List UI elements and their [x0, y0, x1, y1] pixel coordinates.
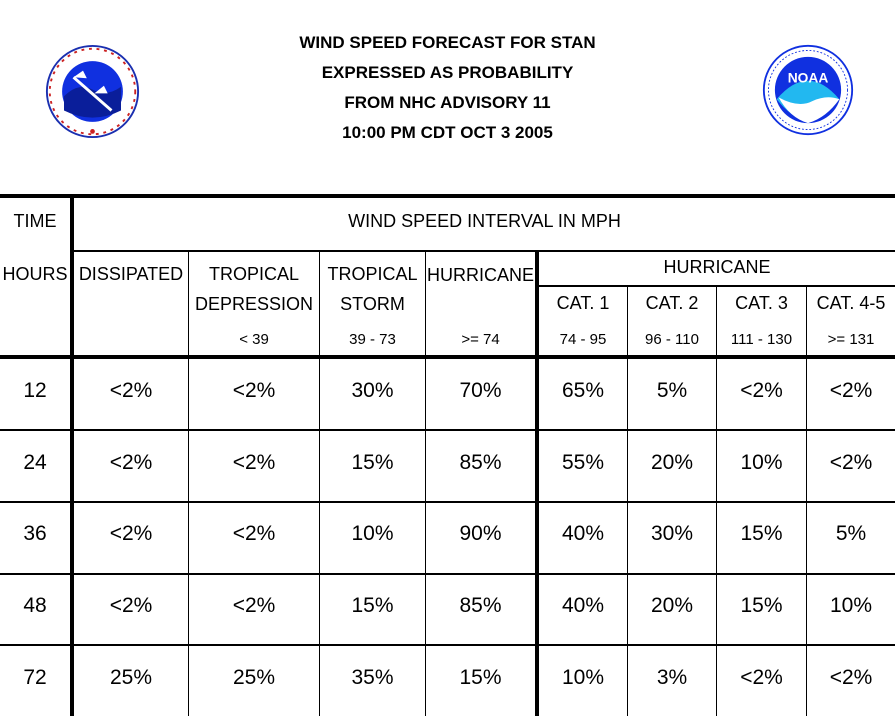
column-range-cat1: 74 - 95: [559, 331, 607, 348]
probability-cell: 5%: [656, 379, 688, 402]
interval-header: WIND SPEED INTERVAL IN MPH: [348, 211, 621, 231]
probability-cell: <2%: [109, 451, 153, 474]
probability-cell: <2%: [232, 594, 276, 617]
probability-cell: 35%: [351, 666, 394, 689]
noaa-logo-text: NOAA: [787, 70, 829, 86]
noaa-logo: [758, 44, 858, 136]
column-divider: [319, 252, 320, 716]
column-divider: [806, 287, 807, 716]
probability-cell: <2%: [829, 451, 873, 474]
column-range-cat4-5: >= 131: [827, 331, 875, 348]
probability-cell: <2%: [232, 522, 276, 545]
header-divider: [73, 250, 895, 252]
hours-header: HOURS: [2, 264, 68, 284]
header-bottom-border: [0, 355, 895, 359]
probability-cell: 3%: [656, 666, 688, 689]
column-divider: [627, 287, 628, 716]
row-hours: 24: [23, 451, 47, 474]
column-range-cat3: 111 - 130: [730, 331, 793, 348]
row-hours: 48: [23, 594, 47, 617]
probability-cell: 20%: [650, 594, 694, 617]
probability-cell: 20%: [650, 451, 694, 474]
column-header-cat2: CAT. 2: [645, 293, 699, 313]
probability-cell: 40%: [561, 522, 605, 545]
row-divider: [0, 501, 895, 503]
column-range-tropical-depression: < 39: [239, 331, 269, 348]
probability-cell: 30%: [351, 379, 394, 402]
probability-cell: 15%: [740, 594, 783, 617]
probability-cell: <2%: [232, 379, 276, 402]
probability-cell: 30%: [650, 522, 694, 545]
row-hours: 36: [23, 522, 47, 545]
probability-cell: 25%: [109, 666, 153, 689]
row-hours: 72: [23, 666, 47, 689]
column-header-tropical-depression: TROPICAL: [208, 264, 300, 284]
probability-cell: <2%: [740, 379, 783, 402]
column-header-cat1: CAT. 1: [556, 293, 610, 313]
probability-cell: 90%: [459, 522, 502, 545]
column-range-hurricane: >= 74: [461, 331, 500, 348]
column-header-tropical-storm: TROPICAL: [327, 264, 418, 284]
probability-cell: 65%: [561, 379, 605, 402]
title-line-2: EXPRESSED AS PROBABILITY: [321, 63, 574, 82]
probability-cell: <2%: [829, 379, 873, 402]
probability-cell: 70%: [459, 379, 502, 402]
probability-cell: 15%: [459, 666, 502, 689]
probability-cell: <2%: [109, 522, 153, 545]
probability-cell: <2%: [740, 666, 783, 689]
probability-cell: 85%: [459, 451, 502, 474]
row-hours: 12: [23, 379, 47, 402]
column-header-tropical-depression-line2: DEPRESSION: [194, 294, 314, 314]
probability-cell: <2%: [109, 594, 153, 617]
column-divider: [188, 252, 189, 716]
column-header-cat4-5: CAT. 4-5: [816, 293, 886, 313]
hurricane-group-border: [535, 252, 539, 716]
national-weather-service-logo: [45, 44, 140, 139]
probability-cell: <2%: [829, 666, 873, 689]
column-header-hurricane: HURRICANE: [426, 265, 534, 285]
probability-cell: 55%: [561, 451, 605, 474]
title-line-3: FROM NHC ADVISORY 11: [344, 93, 551, 112]
column-header-tropical-storm-line2: STORM: [340, 294, 405, 314]
column-header-cat3: CAT. 3: [735, 293, 788, 313]
column-range-cat2: 96 - 110: [645, 331, 699, 348]
probability-cell: <2%: [109, 379, 153, 402]
probability-cell: 25%: [232, 666, 276, 689]
column-header-dissipated: DISSIPATED: [78, 264, 184, 284]
probability-cell: <2%: [232, 451, 276, 474]
time-header: TIME: [13, 211, 57, 231]
column-divider: [716, 287, 717, 716]
probability-cell: 10%: [829, 594, 873, 617]
title-line-4: 10:00 PM CDT OCT 3 2005: [342, 123, 553, 142]
probability-cell: 15%: [351, 594, 394, 617]
column-divider: [425, 252, 426, 716]
probability-cell: 10%: [740, 451, 783, 474]
probability-cell: 15%: [740, 522, 783, 545]
table-top-border: [0, 194, 895, 198]
row-divider: [0, 429, 895, 431]
probability-cell: 10%: [561, 666, 605, 689]
row-divider: [0, 644, 895, 646]
probability-cell: 40%: [561, 594, 605, 617]
probability-cell: 5%: [835, 522, 867, 545]
title-line-1: WIND SPEED FORECAST FOR STAN: [299, 33, 596, 52]
column-range-tropical-storm: 39 - 73: [349, 331, 396, 348]
probability-cell: 15%: [351, 451, 394, 474]
hurricane-group-header: HURRICANE: [663, 257, 771, 277]
row-divider: [0, 573, 895, 575]
probability-cell: 10%: [351, 522, 394, 545]
probability-cell: 85%: [459, 594, 502, 617]
